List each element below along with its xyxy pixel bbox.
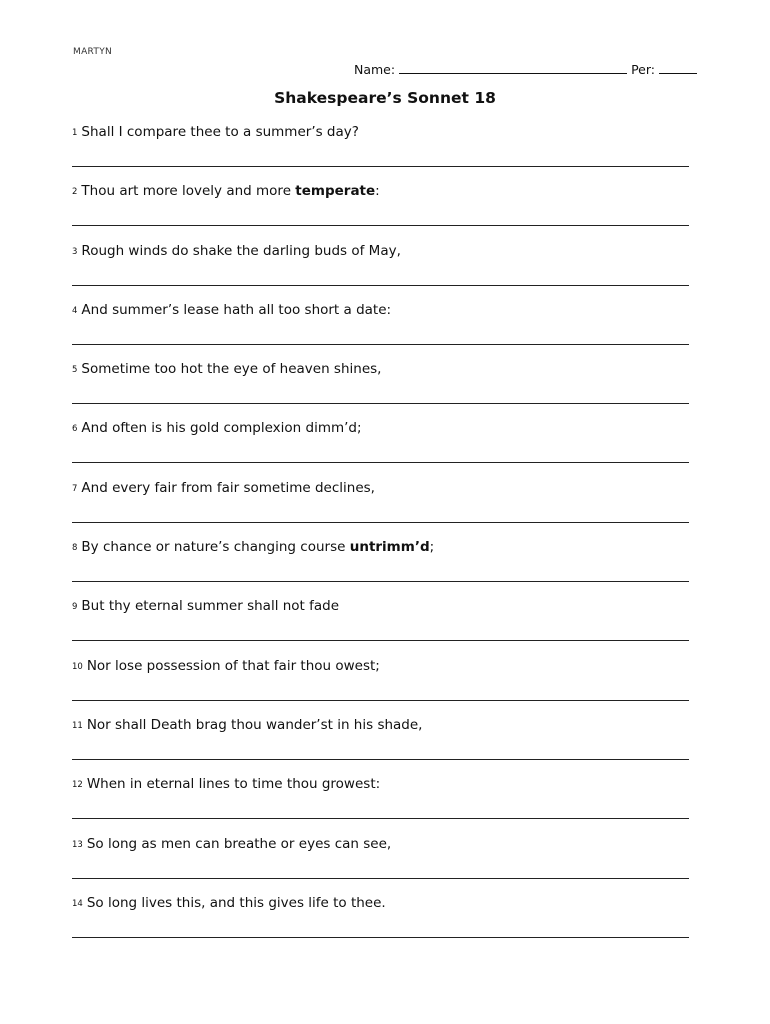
line-text — [72, 657, 689, 676]
sonnet-line-2 — [72, 182, 689, 241]
name-blank[interactable] — [399, 61, 627, 74]
line-text-part: : — [375, 183, 380, 200]
line-text-part: But thy eternal summer shall not fade — [81, 598, 340, 615]
sonnet-line-13 — [72, 835, 689, 894]
line-text — [72, 182, 689, 201]
line-text — [72, 538, 689, 557]
answer-line[interactable] — [72, 403, 689, 404]
sonnet-line-9 — [72, 597, 689, 656]
line-text — [72, 894, 689, 913]
worksheet-title: Shakespeare’s Sonnet 18 — [274, 89, 496, 107]
line-text-part: ; — [429, 539, 435, 556]
answer-line[interactable] — [72, 285, 689, 286]
line-text — [72, 419, 689, 438]
line-number: 1 — [72, 128, 78, 138]
answer-line[interactable] — [72, 818, 689, 819]
line-text-part: Shall I compare thee to a summer’s day? — [81, 124, 359, 140]
line-text — [72, 242, 689, 261]
line-text-part: Rough winds do shake the darling buds of May, — [81, 242, 401, 259]
line-number: 13 — [72, 839, 83, 850]
line-text-part: Sometime too hot the eye of heaven shines, — [81, 361, 382, 378]
answer-line[interactable] — [72, 581, 689, 582]
line-text-part: When in eternal lines to time thou growest: — [86, 776, 381, 793]
sonnet-line-4 — [72, 301, 689, 360]
line-number: 10 — [72, 661, 83, 672]
line-number: 7 — [72, 483, 78, 494]
line-text-part: Thou art more lovely and more — [81, 183, 296, 200]
line-text — [72, 123, 689, 142]
line-number: 8 — [72, 543, 78, 554]
line-text-part: And often is his gold complexion dimm’d; — [81, 420, 362, 437]
line-number: 2 — [72, 187, 78, 198]
line-number: 3 — [72, 246, 78, 257]
answer-line[interactable] — [72, 225, 689, 226]
per-label: Per: — [631, 62, 655, 77]
line-text-part: So long lives this, and this gives life to thee. — [86, 894, 386, 911]
sonnet-line-14 — [72, 894, 689, 953]
line-text — [72, 479, 689, 498]
line-number: 6 — [72, 424, 78, 435]
sonnet-line-3 — [72, 242, 689, 301]
line-number: 14 — [72, 898, 83, 909]
name-label: Name: — [353, 62, 396, 77]
sonnet-lines — [72, 123, 689, 953]
sonnet-line-6 — [72, 419, 689, 478]
answer-line[interactable] — [72, 700, 689, 701]
answer-line[interactable] — [72, 640, 689, 641]
sonnet-line-10 — [72, 657, 689, 716]
name-period-row — [354, 61, 697, 77]
line-number: 11 — [72, 720, 83, 731]
answer-line[interactable] — [72, 522, 689, 523]
answer-line[interactable] — [72, 344, 689, 345]
line-text — [72, 716, 689, 735]
line-number: 12 — [72, 780, 83, 791]
author-label: MARTYN — [73, 47, 113, 57]
line-text — [72, 597, 689, 616]
sonnet-line-7 — [72, 479, 689, 538]
sonnet-line-11 — [72, 716, 689, 775]
line-text-part: And summer’s lease hath all too short a date: — [81, 301, 392, 318]
line-text-part: Nor shall Death brag thou wander’st in his shade, — [86, 716, 423, 733]
line-number: 4 — [72, 305, 78, 316]
line-number: 5 — [72, 365, 78, 376]
line-text — [72, 360, 689, 379]
line-number: 9 — [72, 602, 78, 613]
sonnet-line-1 — [72, 123, 689, 182]
answer-line[interactable] — [72, 878, 689, 879]
sonnet-line-12 — [72, 775, 689, 834]
answer-line[interactable] — [72, 166, 689, 167]
sonnet-line-5 — [72, 360, 689, 419]
answer-line[interactable] — [72, 462, 689, 463]
answer-line[interactable] — [72, 937, 689, 938]
line-text-part: So long as men can breathe or eyes can see, — [86, 835, 392, 852]
per-blank[interactable] — [659, 61, 697, 74]
vocab-word: temperate — [295, 183, 376, 200]
vocab-word: untrimm’d — [349, 539, 430, 556]
line-text-part: And every fair from fair sometime declines, — [81, 479, 375, 496]
sonnet-line-8 — [72, 538, 689, 597]
line-text — [72, 301, 689, 320]
line-text — [72, 835, 689, 854]
line-text-part: Nor lose possession of that fair thou owest; — [86, 657, 380, 674]
line-text — [72, 775, 689, 794]
line-text-part: By chance or nature’s changing course — [81, 539, 350, 556]
answer-line[interactable] — [72, 759, 689, 760]
